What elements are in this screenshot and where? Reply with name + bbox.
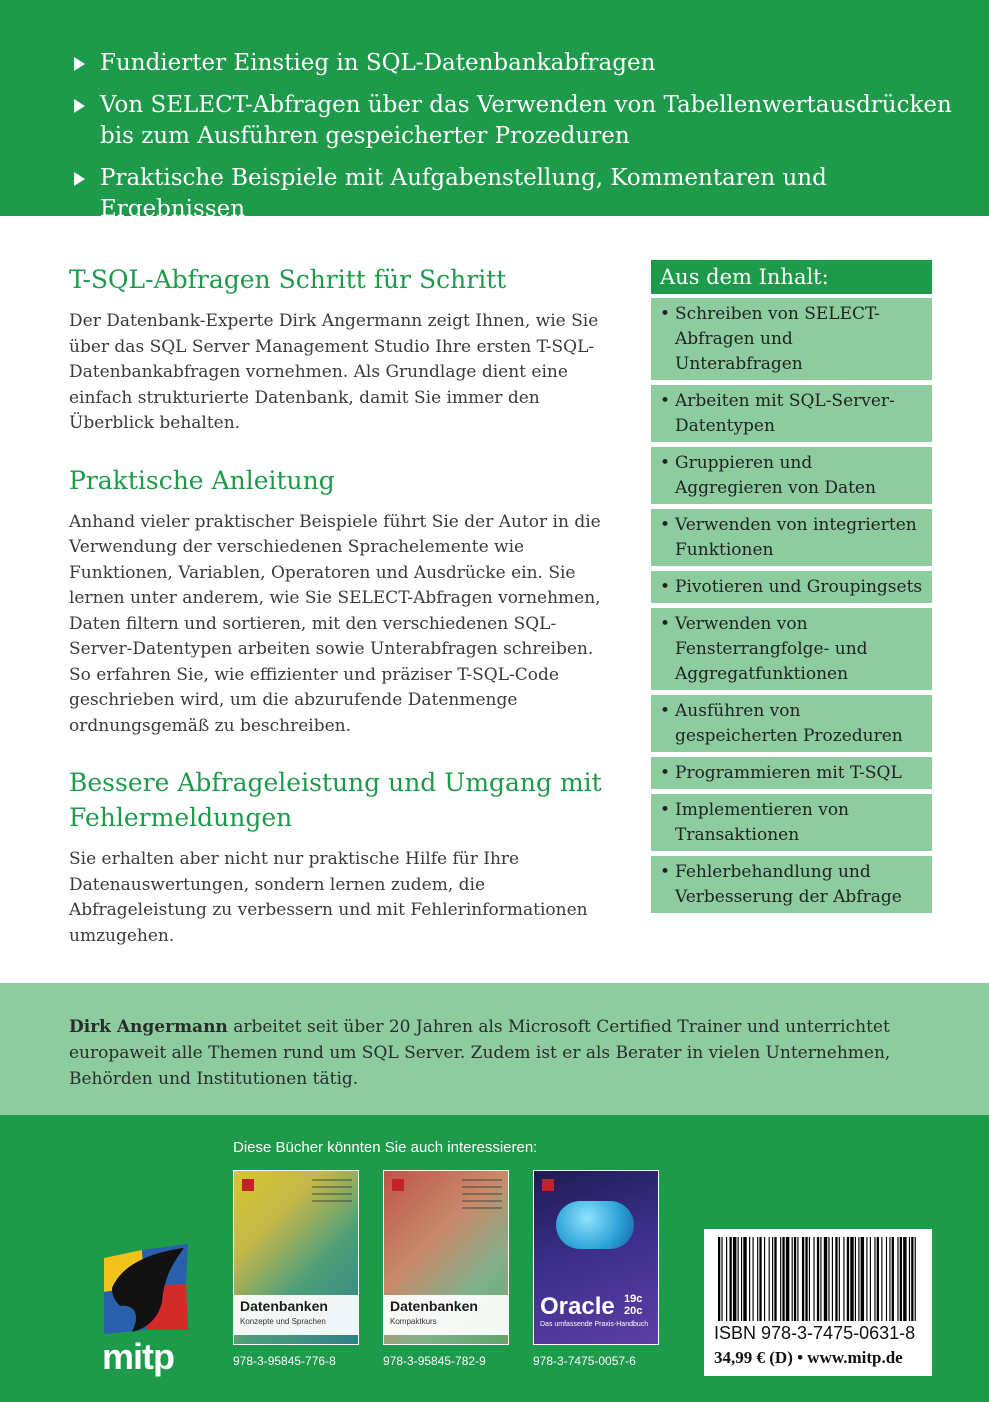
sidebar-item: • Gruppieren und Aggregieren von Daten — [651, 447, 932, 504]
section — [69, 463, 614, 740]
author-bio: Dirk Angermann arbeitet seit über 20 Jahren als Microsoft Certified Trainer und unterrichtet europaweit alle Themen rund um SQL Server. Zudem ist er als Berater in vielen Unternehmen, Behörden und Institutionen tätig. — [69, 1017, 891, 1089]
author-name: Dirk Angermann — [69, 1017, 228, 1037]
feature-bullet: Fundierter Einstieg in SQL-Datenbankabfragen — [74, 48, 954, 79]
book-isbn: 978-3-7475-0057-6 — [533, 1354, 636, 1368]
section-body: Der Datenbank-Experte Dirk Angermann zeigt Ihnen, wie Sie über das SQL Server Management Studio Ihre ersten T-SQL-Datenbankabfragen vornehmen. Als Grundlage dient eine einfach strukturierte Datenbank, damit Sie immer den Überblick behalten. — [69, 311, 599, 433]
bullet-dot-icon: • — [660, 862, 671, 882]
main-column — [69, 262, 614, 975]
bullet-dot-icon: • — [660, 800, 671, 820]
bullet-dot-icon: • — [660, 453, 671, 473]
barcode-box — [704, 1229, 932, 1376]
triangle-bullet-icon — [74, 172, 85, 186]
book-cover-3 — [533, 1170, 659, 1345]
bullet-dot-icon: • — [660, 614, 671, 634]
sidebar-item: • Programmieren mit T-SQL — [651, 757, 932, 789]
triangle-bullet-icon — [74, 57, 85, 71]
book-title: Oracle — [540, 1293, 615, 1320]
mitp-flag-icon — [102, 1244, 188, 1334]
feature-bullets — [74, 48, 954, 236]
section — [69, 262, 614, 437]
sidebar-item: • Pivotieren und Groupingsets — [651, 571, 932, 603]
sidebar-item: • Schreiben von SELECT-Abfragen und Unterabfragen — [651, 298, 932, 380]
book-isbn: 978-3-95845-782-9 — [383, 1354, 486, 1368]
sidebar-item: • Fehlerbehandlung und Verbesserung der Abfrage — [651, 856, 932, 913]
cloud-icon — [556, 1201, 634, 1249]
isbn-number: ISBN 978-3-7475-0631-8 — [714, 1323, 916, 1343]
recommendations-label: Diese Bücher könnten Sie auch interessieren: — [233, 1139, 538, 1156]
sidebar-title: Aus dem Inhalt: — [651, 260, 932, 294]
bullet-dot-icon: • — [660, 391, 671, 411]
book-title: Datenbanken — [390, 1298, 478, 1314]
triangle-bullet-icon — [74, 99, 85, 113]
bullet-dot-icon: • — [660, 577, 671, 597]
book-cover-2 — [383, 1170, 509, 1345]
sidebar-item: • Verwenden von Fensterrangfolge- und Aggregatfunktionen — [651, 608, 932, 690]
feature-bullet: Von SELECT-Abfragen über das Verwenden von Tabellenwertausdrücken bis zum Ausführen gespeicherter Prozeduren — [74, 90, 954, 152]
price-line: 34,99 € (D) • www.mitp.de — [714, 1348, 903, 1367]
mitp-mini-logo-icon — [242, 1179, 254, 1191]
section-heading: Bessere Abfrageleistung und Umgang mit Fehlermeldungen — [69, 768, 602, 832]
section-body: Sie erhalten aber nicht nur praktische Hilfe für Ihre Datenauswertungen, sondern lernen zudem, die Abfrageleistung zu verbessern und mit Fehlerinformationen umzugehen. — [69, 849, 588, 946]
section — [69, 765, 614, 949]
mitp-mini-logo-icon — [542, 1179, 554, 1191]
bullet-dot-icon: • — [660, 763, 671, 783]
book-title: Datenbanken — [240, 1298, 328, 1314]
sidebar-item: • Verwenden von integrierten Funktionen — [651, 509, 932, 566]
bullet-dot-icon: • — [660, 515, 671, 535]
author-lines-icon — [462, 1179, 502, 1214]
book-version: 19c 20c — [624, 1293, 643, 1317]
sidebar-item: • Ausführen von gespeicherten Prozeduren — [651, 695, 932, 752]
bullet-dot-icon: • — [660, 304, 671, 324]
bullet-dot-icon: • — [660, 701, 671, 721]
sidebar-item: • Arbeiten mit SQL-Server-Datentypen — [651, 385, 932, 442]
barcode-icon — [714, 1237, 922, 1321]
book-subtitle: Kompaktkurs — [390, 1317, 437, 1326]
mitp-mini-logo-icon — [392, 1179, 404, 1191]
book-isbn: 978-3-95845-776-8 — [233, 1354, 336, 1368]
mitp-logo — [102, 1244, 190, 1376]
section-heading: T-SQL-Abfragen Schritt für Schritt — [69, 265, 507, 294]
feature-bullet: Praktische Beispiele mit Aufgabenstellung, Kommentaren und Ergebnissen — [74, 163, 954, 225]
book-cover-1 — [233, 1170, 359, 1345]
logo-wordmark: mitp — [102, 1336, 174, 1377]
contents-sidebar — [651, 260, 932, 918]
book-subtitle: Das umfassende Praxis-Handbuch — [540, 1321, 649, 1328]
sidebar-item: • Implementieren von Transaktionen — [651, 794, 932, 851]
section-heading: Praktische Anleitung — [69, 465, 335, 495]
author-lines-icon — [312, 1179, 352, 1207]
section-body: Anhand vieler praktischer Beispiele führt Sie der Autor in die Verwendung der verschiedenen Sprachelemente wie Funktionen, Variablen, Operatoren und Ausdrücke ein. Sie lernen unter anderem, wie Sie SELECT-Abfragen vornehmen, Daten filtern und sortieren, mit den verschiedenen SQL-Server-Datentypen arbeiten sowie Unterabfragen schreiben. So erfahren Sie, wie effizienter und präziser T-SQL-Code geschrieben wird, um die abzurufende Datenmenge ordnungsgemäß zu beschreiben. — [69, 511, 601, 736]
book-subtitle: Konzepte und Sprachen — [240, 1317, 326, 1326]
